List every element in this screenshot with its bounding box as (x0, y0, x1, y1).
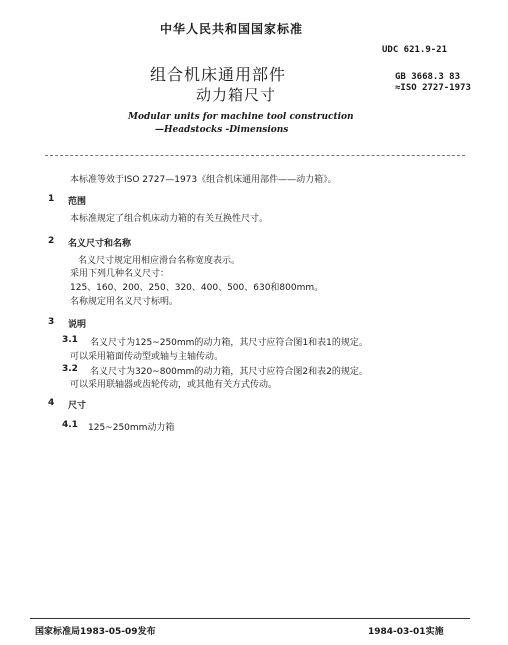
section-1-number: 1 (48, 194, 55, 204)
title-line-2: 动力箱尺寸 (196, 86, 277, 104)
issuing-body-heading: 中华人民共和国国家标准 (160, 22, 304, 36)
issue-date: 国家标准局1983-05-09发布 (35, 627, 156, 637)
section-4-number: 4 (48, 398, 55, 408)
section-1-title: 范围 (68, 197, 87, 207)
section-3-1-number: 3.1 (62, 335, 78, 345)
title-line-1: 组合机床通用部件 (150, 65, 287, 84)
section-2-title: 名义尺寸和名称 (68, 239, 132, 249)
section-3-title: 说明 (68, 320, 87, 330)
intro-paragraph: 本标准等效于ISO 2727—1973《组合机床通用部件——动力箱》。 (70, 175, 337, 185)
standard-number-gb: GB 3668.3 83 (395, 72, 461, 82)
section-3-number: 3 (48, 317, 55, 327)
section-3-1-line-1: 名义尺寸为125~250mm的动力箱，其尺寸应符合图1和表1的规定。 (90, 338, 368, 348)
section-2-line-4: 名称规定用名义尺寸标明。 (70, 297, 179, 307)
section-2-line-1: 名义尺寸规定用相应滑台名称宽度表示。 (78, 256, 241, 266)
section-4-title: 尺寸 (68, 401, 87, 411)
section-3-2-line-1: 名义尺寸为320~800mm的动力箱，其尺寸应符合图2和表2的规定。 (90, 367, 368, 377)
standard-number-iso: ≈ISO 2727-1973 (395, 83, 471, 93)
udc-number: UDC 621.9-21 (382, 45, 448, 55)
english-title-line-1: Modular units for machine tool construction (128, 112, 354, 122)
header-divider (45, 155, 465, 156)
section-2-line-2: 采用下列几种名义尺寸： (70, 269, 170, 279)
section-3-2-number: 3.2 (62, 364, 78, 374)
section-2-line-3: 125、160、200、250、320、400、500、630和800mm。 (70, 283, 324, 293)
footer-divider (30, 618, 470, 619)
section-3-2-line-2: 可以采用联轴器或齿轮传动，或其他有关方式传动。 (70, 380, 278, 390)
section-3-1-line-2: 可以采用箱面传动型或轴与主轴传动。 (70, 352, 224, 362)
section-1-text: 本标准规定了组合机床动力箱的有关互换性尺寸。 (70, 214, 269, 224)
section-4-1-number: 4.1 (62, 420, 78, 430)
section-2-number: 2 (48, 236, 55, 246)
section-4-1-text: 125~250mm动力箱 (88, 423, 175, 433)
standard-number (395, 72, 471, 94)
english-title-line-2: —Headstocks -Dimensions (155, 125, 289, 135)
effective-date: 1984-03-01实施 (368, 627, 444, 637)
